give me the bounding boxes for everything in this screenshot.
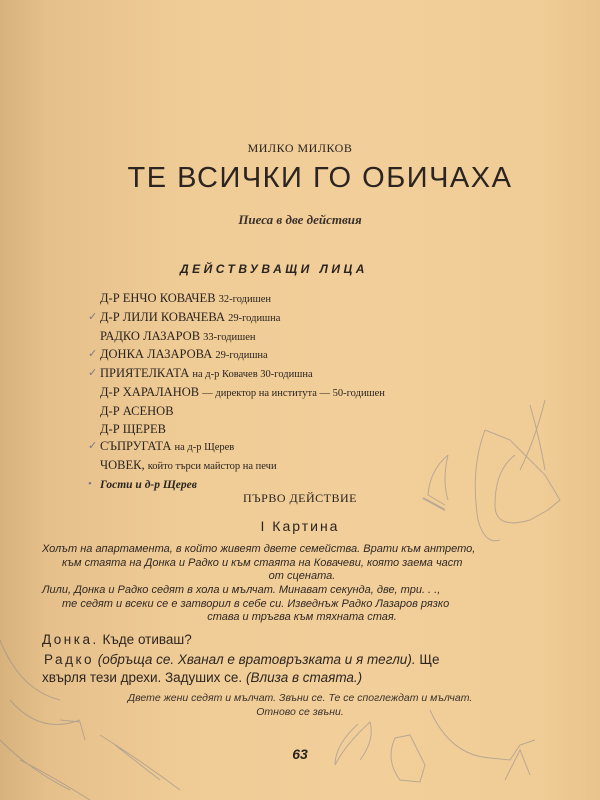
cast-desc: на д-р Ковачев 30-годишна	[192, 369, 313, 381]
stage-direction	[40, 691, 560, 719]
stage-line: става и тръгва към тяхната стая.	[207, 611, 397, 623]
author-name: МИЛКО МИЛКОВ	[247, 141, 353, 155]
cast-name: Д-Р ХАРАЛАНОВ	[100, 384, 200, 399]
stage-direction	[42, 584, 562, 625]
cast-member	[88, 438, 385, 457]
stage-line: към стаята на Донка и Радко и към стаята на Ковачеви, която заема част	[62, 556, 463, 569]
cast-desc: 29-годишна	[215, 350, 268, 362]
dialogue-text: Къде отиваш?	[102, 632, 192, 647]
cast-desc: 29-годишна	[228, 312, 281, 324]
act-heading: ПЪРВО ДЕЙСТВИЕ	[243, 491, 357, 505]
cast-desc: 33-годишен	[203, 331, 256, 343]
cast-desc: 32-годишен	[218, 294, 271, 305]
cast-member	[88, 365, 385, 384]
cast-name: Д-Р АСЕНОВ	[100, 403, 174, 418]
cast-member	[100, 457, 385, 476]
stage-line: Холът на апартамента, в който живеят двете семейства. Врати към антрето,	[42, 543, 476, 555]
cast-heading: ДЕЙСТВУВАЩИ ЛИЦА	[180, 262, 368, 276]
dialogue-direction: (обръща се. Хванал е вратовръзката и я тегли).	[97, 652, 416, 667]
cast-name: Д-Р ЩЕРЕВ	[100, 421, 166, 436]
pencil-check-icon: ✓	[88, 348, 98, 361]
play-subtitle: Пиеса в две действия	[238, 212, 362, 227]
stage-line: от сцената.	[268, 570, 336, 582]
cast-name: ДОНКА ЛАЗАРОВА	[100, 347, 213, 362]
cast-name: ЧОВЕК,	[100, 458, 145, 473]
cast-name: Д-Р ЛИЛИ КОВАЧЕВА	[100, 309, 225, 324]
cast-name: Д-Р ЕНЧО КОВАЧЕВ	[100, 291, 216, 305]
dialogue-text: Ще	[419, 652, 440, 667]
speaker-name: Донка.	[42, 632, 99, 647]
stage-line: Отново се звъни.	[256, 706, 344, 718]
page-number: 63	[292, 746, 308, 762]
cast-name: Гости и д-р Щерев	[100, 478, 197, 491]
cast-member	[88, 309, 385, 328]
dialogue-line	[42, 651, 582, 686]
play-title: ТЕ ВСИЧКИ ГО ОБИЧАХА	[127, 162, 513, 194]
pencil-check-icon: ✓	[88, 440, 98, 453]
stage-line: те седят и всеки се е затворил в себе си. Изведнъж Радко Лазаров рязко	[62, 597, 450, 610]
cast-list	[88, 290, 385, 495]
cast-member	[88, 346, 385, 365]
cast-name: ПРИЯТЕЛКАТА	[100, 366, 190, 381]
cast-desc: който търси майстор на печи	[147, 461, 277, 473]
speaker-name: Радко	[44, 652, 95, 667]
scene-heading: I Картина	[260, 518, 340, 534]
pencil-check-icon: ✓	[88, 310, 98, 323]
cast-member	[100, 384, 385, 403]
cast-member	[100, 421, 385, 439]
stage-line: Лили, Донка и Радко седят в хола и мълчат. Минават секунда, две, три. . .,	[42, 584, 441, 596]
pencil-mark-icon: •	[88, 477, 92, 490]
cast-name: РАДКО ЛАЗАРОВ	[100, 328, 201, 343]
stage-line: Двете жени седят и мълчат. Звъни се. Те се споглеждат и мълчат.	[127, 692, 473, 704]
cast-member	[100, 328, 385, 347]
cast-member	[100, 403, 385, 421]
dialogue-text: хвърля тези дрехи. Задуших се.	[42, 669, 243, 685]
cast-name: СЪПРУГАТА	[100, 439, 172, 454]
pencil-check-icon: ✓	[88, 367, 98, 380]
dialogue-direction: (Влиза в стаята.)	[245, 669, 363, 685]
cast-member	[100, 290, 385, 309]
cast-desc: на д-р Щерев	[174, 442, 235, 454]
dialogue-line	[42, 631, 582, 649]
stage-direction	[42, 543, 562, 584]
cast-desc: — директор на института — 50-годишен	[202, 387, 385, 399]
